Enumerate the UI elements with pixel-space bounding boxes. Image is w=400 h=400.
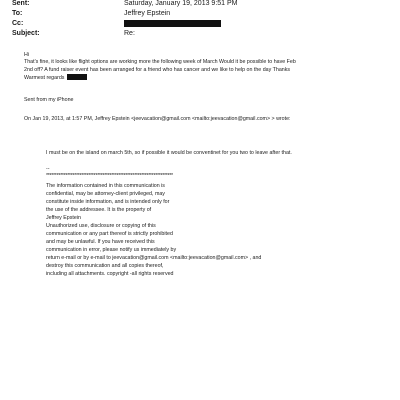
disclaimer-line: Unauthorized use, disclosure or copying of this [46, 223, 156, 229]
body-line-2: 2nd off? A fund raiser event has been arranged for a friend who has cancer and we like to help on the day Thanks [24, 67, 291, 73]
body-line-3 [24, 74, 87, 82]
greeting: Hi [24, 52, 30, 58]
regards-text: Warmest regards [24, 75, 65, 81]
on-wrote-line: On Jan 19, 2013, at 1:57 PM, Jeffrey Epstein <jeevacation@gmail.com <mailto:jeevacation@gmail.com> > wrote: [24, 116, 291, 122]
disclaimer-line: destroy this communication and all copies thereof, [46, 263, 164, 269]
to-label: To: [12, 10, 23, 17]
subject-label: Subject: [12, 30, 40, 37]
cc-value [124, 20, 221, 28]
disclaimer-line: The information contained in this communication is [46, 183, 165, 189]
sent-from-line: Sent from my iPhone [24, 97, 74, 103]
disclaimer-line: Jeffrey Epstein [46, 215, 81, 221]
quoted-stars: ************************************************************************ [46, 173, 173, 179]
disclaimer-line: confidential, may be attorney-client privileged, may [46, 191, 165, 197]
to-value: Jeffrey Epstein [124, 10, 171, 17]
sent-label: Sent: [12, 0, 30, 7]
disclaimer-line: the use of the addressee. It is the property of [46, 207, 152, 213]
subject-value: Re: [124, 30, 135, 37]
quoted-dashes: -- [46, 166, 50, 172]
body-line-1: That's fine, it looks like flight options are working more the following week of March Would it be possible to have Feb [24, 59, 296, 65]
disclaimer-line: and may be unlawful. If you have received this [46, 239, 155, 245]
quoted-main-line: I must be on the island on march 5th, so if possible it would be conventinet for you two to leave after that. [46, 150, 292, 156]
disclaimer-line: communication or any part thereof is strictly prohibited [46, 231, 173, 237]
signature-redaction [67, 74, 87, 80]
disclaimer-line: including all attachments. copyright -all rights reserved [46, 271, 174, 277]
disclaimer-line: constitute inside information, and is intended only for [46, 199, 170, 205]
cc-redaction [124, 20, 221, 27]
cc-label: Cc: [12, 20, 24, 27]
sent-value: Saturday, January 19, 2013 9:51 PM [124, 0, 238, 7]
disclaimer-line: return e-mail or by e-mail to jeevacation@gmail.com <mailto:jeevacation@gmail.com> , and [46, 255, 262, 261]
disclaimer-line: communication in error, please notify us immediately by [46, 247, 177, 253]
